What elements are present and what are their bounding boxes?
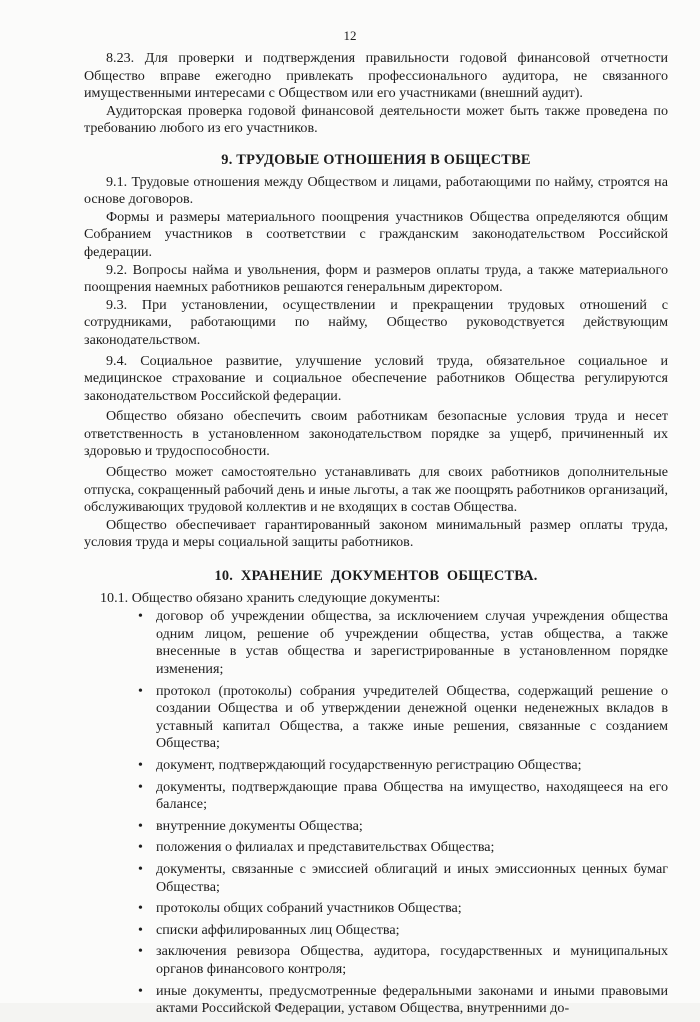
bullet-icon: • [138, 983, 143, 999]
bullet-icon: • [138, 683, 143, 699]
paragraph-forms: Формы и размеры материального поощрения участников Общества определяются общим Собранием участников в соответствии с гражданским законодательством Российской федерации. [84, 208, 668, 260]
paragraph-9-1: 9.1. Трудовые отношения между Обществом и лицами, работающими по найму, строятся на основе договоров. [84, 173, 668, 208]
list-item: • положения о филиалах и представительствах Общества; [138, 839, 495, 856]
paragraph-8-23: 8.23. Для проверки и подтверждения правильности годовой финансовой отчетности Общество вправе ежегодно привлекать профессионального аудитора, не связанного имущественными интересами с Обществом или его участниками (внешний аудит). [84, 50, 668, 102]
paragraph-minimum-wage: Общество обеспечивает гарантированный законом минимальный размер оплаты труда, условия труда и меры социальной защиты работников. [84, 516, 668, 551]
list-item: • протоколы общих собраний участников Общества; [138, 900, 462, 917]
documents-list [84, 608, 668, 1017]
list-item: • иные документы, предусмотренные федеральными законами и иными правовыми актами Российской Федерации, уставом Общества, внутренними до- [138, 982, 668, 1017]
list-item: • протокол (протоколы) собрания учредителей Общества, содержащий решение о создании Общества и об утверждении денежной оценки неденежных вкладов в уставный капитал Общества, а также иные решения, связанные с созданием Общества; [138, 682, 668, 752]
section-10-heading: 10. ХРАНЕНИЕ ДОКУМЕНТОВ ОБЩЕСТВА. [214, 568, 538, 585]
bullet-icon: • [138, 757, 143, 773]
section-9-heading: 9. ТРУДОВЫЕ ОТНОШЕНИЯ В ОБЩЕСТВЕ [221, 151, 531, 168]
bullet-icon: • [138, 779, 143, 795]
list-item: • заключения ревизора Общества, аудитора, государственных и муниципальных органов финансового контроля; [138, 943, 668, 977]
document-body [84, 50, 668, 1022]
bullet-icon: • [138, 609, 143, 625]
paragraph-9-2: 9.2. Вопросы найма и увольнения, форм и размеров оплаты труда, а также материального поощрения наемных работников решаются генеральным директором. [84, 261, 668, 296]
paragraph-benefits: Общество может самостоятельно устанавливать для своих работников дополнительные отпуска, сокращенный рабочий день и иные льготы, а так же поощрять работников организаций, обслуживающих трудовой коллектив и не входящих в состав Общества. [84, 464, 668, 516]
paragraph-9-3: 9.3. При установлении, осуществлении и прекращении трудовых отношений с сотрудниками, работающими по найму, Общество руководствуется действующим законодательством. [84, 296, 668, 348]
bullet-icon: • [138, 944, 143, 960]
paragraph-safety: Общество обязано обеспечить своим работникам безопасные условия труда и несет ответственность в установленном законодательством порядке за ущерб, причиненный их здоровью и трудоспособности. [84, 408, 668, 460]
bullet-icon: • [138, 818, 143, 834]
list-item: • внутренние документы Общества; [138, 817, 363, 834]
bullet-icon: • [138, 840, 143, 856]
list-item: • документ, подтверждающий государственную регистрацию Общества; [138, 756, 582, 773]
list-item: • договор об учреждении общества, за исключением случая учреждения общества одним лицом, решение об учреждении общества, устав общества, а также внесенные в устав общества и зарегистрированные в установленном порядке изменения; [138, 608, 668, 677]
list-item: • списки аффилированных лиц Общества; [138, 921, 400, 938]
bullet-icon: • [138, 861, 143, 877]
bullet-icon: • [138, 901, 143, 917]
bullet-icon: • [138, 922, 143, 938]
page-number: 12 [343, 28, 357, 43]
paragraph-9-4: 9.4. Социальное развитие, улучшение условий труда, обязательное социальное и медицинское страхование и социальное обеспечение работников Общества регулируются законодательством Российской федерации. [84, 352, 668, 404]
paragraph-audit: Аудиторская проверка годовой финансовой деятельности может быть также проведена по требованию любого из его участников. [84, 102, 668, 137]
paragraph-10-1: 10.1. Общество обязано хранить следующие документы: [100, 589, 441, 606]
list-item: • документы, подтверждающие права Общества на имущество, находящееся на его балансе; [138, 778, 668, 813]
list-item: • документы, связанные с эмиссией облигаций и иных эмиссионных ценных бумаг Общества; [138, 860, 668, 895]
